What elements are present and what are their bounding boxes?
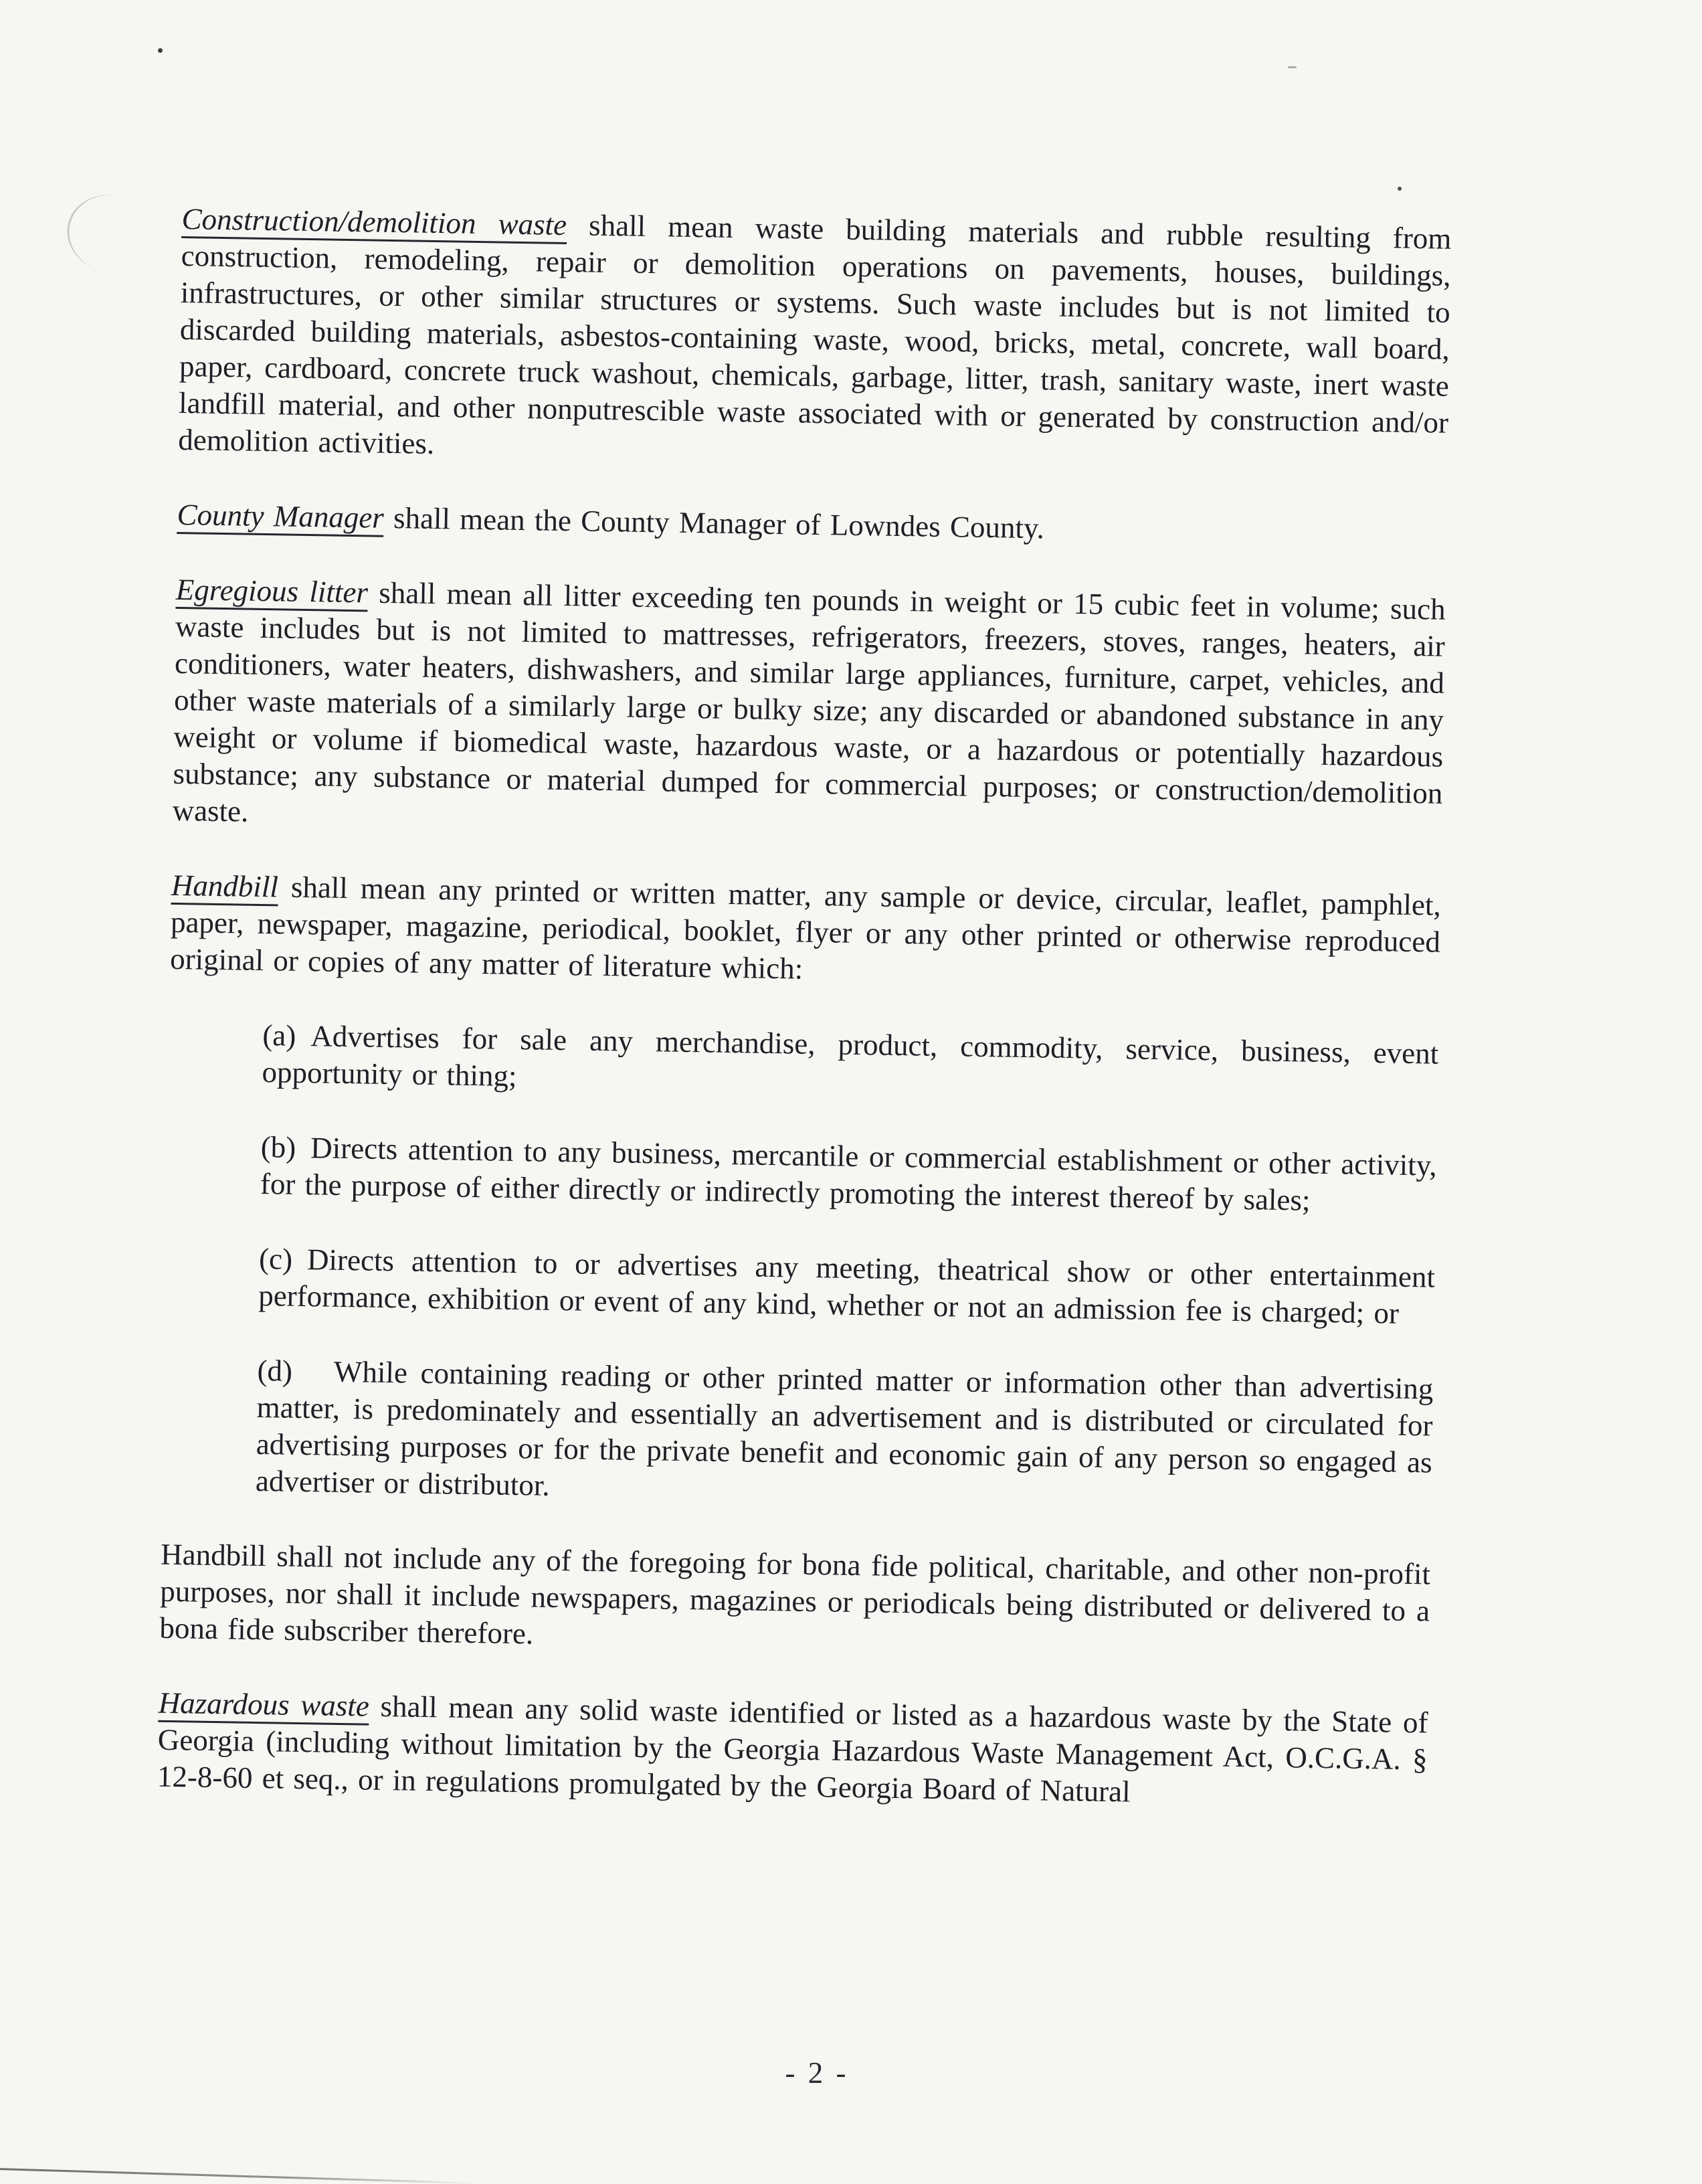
handbill-exclusion-paragraph: Handbill shall not include any of the foregoing for bona fide political, charitable, and other non-profit purposes, nor shall it include newspapers, magazines or periodicals being distributed or delivered to a bona fide subscriber therefore. xyxy=(159,1537,1431,1651)
scan-speck xyxy=(1288,66,1297,68)
item-label: (b) xyxy=(260,1130,296,1164)
scan-speck xyxy=(158,48,163,53)
list-item-b xyxy=(260,1129,1438,1221)
handbill-subitems xyxy=(162,1016,1439,1518)
definition-text: shall mean any solid waste identified or listed as a hazardous waste by the State of Georgia (including without limitation by the Georgia Hazardous Waste Management Act, O.C.G.A. § 12-8-60 et seq., or in regulations promulgated by the Georgia Board of Natural xyxy=(157,1689,1428,1809)
definition-county-manager xyxy=(177,496,1447,553)
defined-term: County Manager xyxy=(177,498,384,537)
item-text: Directs attention to or advertises any meeting, theatrical show or other entertainment performance, exhibition or event of any kind, whether or not an admission fee is charged; or xyxy=(258,1243,1436,1330)
list-item-a xyxy=(262,1017,1439,1109)
definition-hazardous-waste xyxy=(157,1685,1428,1815)
list-item-c xyxy=(258,1241,1436,1333)
defined-term: Construction/demolition waste xyxy=(181,202,567,244)
item-label: (d) xyxy=(257,1353,293,1388)
definition-text: shall mean any printed or written matter, any sample or device, circular, leaflet, pamphlet, paper, newspaper, magazine, periodical, booklet, flyer or any other printed or otherwise reproduced original or copies of any matter of literature which: xyxy=(169,870,1442,986)
page-number: - 2 - xyxy=(785,2056,849,2090)
item-label: (a) xyxy=(262,1018,296,1053)
page-curl-mark xyxy=(59,186,164,282)
definition-egregious-litter xyxy=(172,571,1446,849)
item-text: Advertises for sale any merchandise, product, commodity, service, business, event opportunity or thing; xyxy=(262,1019,1439,1093)
scan-speck xyxy=(1398,187,1402,191)
defined-term: Egregious litter xyxy=(175,573,368,612)
list-item-d xyxy=(256,1352,1434,1518)
item-text: Directs attention to any business, mercantile or commercial establishment or other activity, for the purpose of either directly or indirectly promoting the interest thereof by sales; xyxy=(260,1131,1437,1217)
definition-text: shall mean the County Manager of Lowndes County. xyxy=(393,501,1045,545)
defined-term: Hazardous waste xyxy=(158,1686,369,1726)
scan-edge-line xyxy=(0,2168,476,2184)
definition-text: shall mean waste building materials and rubble resulting from construction, remodeling, repair or demolition operations on pavements, houses, buildings, infrastructures, or other similar structures or systems. Such waste includes but is not limited to discarded building materials, asbestos-containing waste, wood, bricks, metal, concrete, wall board, paper, cardboard, concrete truck washout, chemicals, garbage, litter, trash, sanitary waste, inert waste landfill material, and other nonputrescible waste associated with or generated by construction and/or demolition activities. xyxy=(177,208,1452,460)
document-body xyxy=(157,201,1452,1853)
definition-handbill xyxy=(170,867,1441,998)
item-text: While containing reading or other printed matter or information other than advertising matter, is predominately and essentially an advertisement and is distributed or circulated for advertising purposes or for the private benefit and economic gain of any person so engaged as advertiser or distributor. xyxy=(255,1354,1434,1502)
definition-construction-demolition-waste xyxy=(178,201,1452,478)
item-label: (c) xyxy=(258,1242,293,1276)
definition-text: shall mean all litter exceeding ten pounds in weight or 15 cubic feet in volume; such waste includes but is not limited to mattresses, refrigerators, freezers, stoves, ranges, heaters, air conditioners, water heaters, dishwashers, and similar large appliances, furniture, carpet, vehicles, and other waste materials of a similarly large or bulky size; any discarded or abandoned substance in any weight or volume if biomedical waste, hazardous waste, or a hazardous or potentially hazardous substance; any substance or material dumped for commercial purposes; or construction/demolition waste. xyxy=(172,575,1446,828)
defined-term: Handbill xyxy=(171,869,278,907)
